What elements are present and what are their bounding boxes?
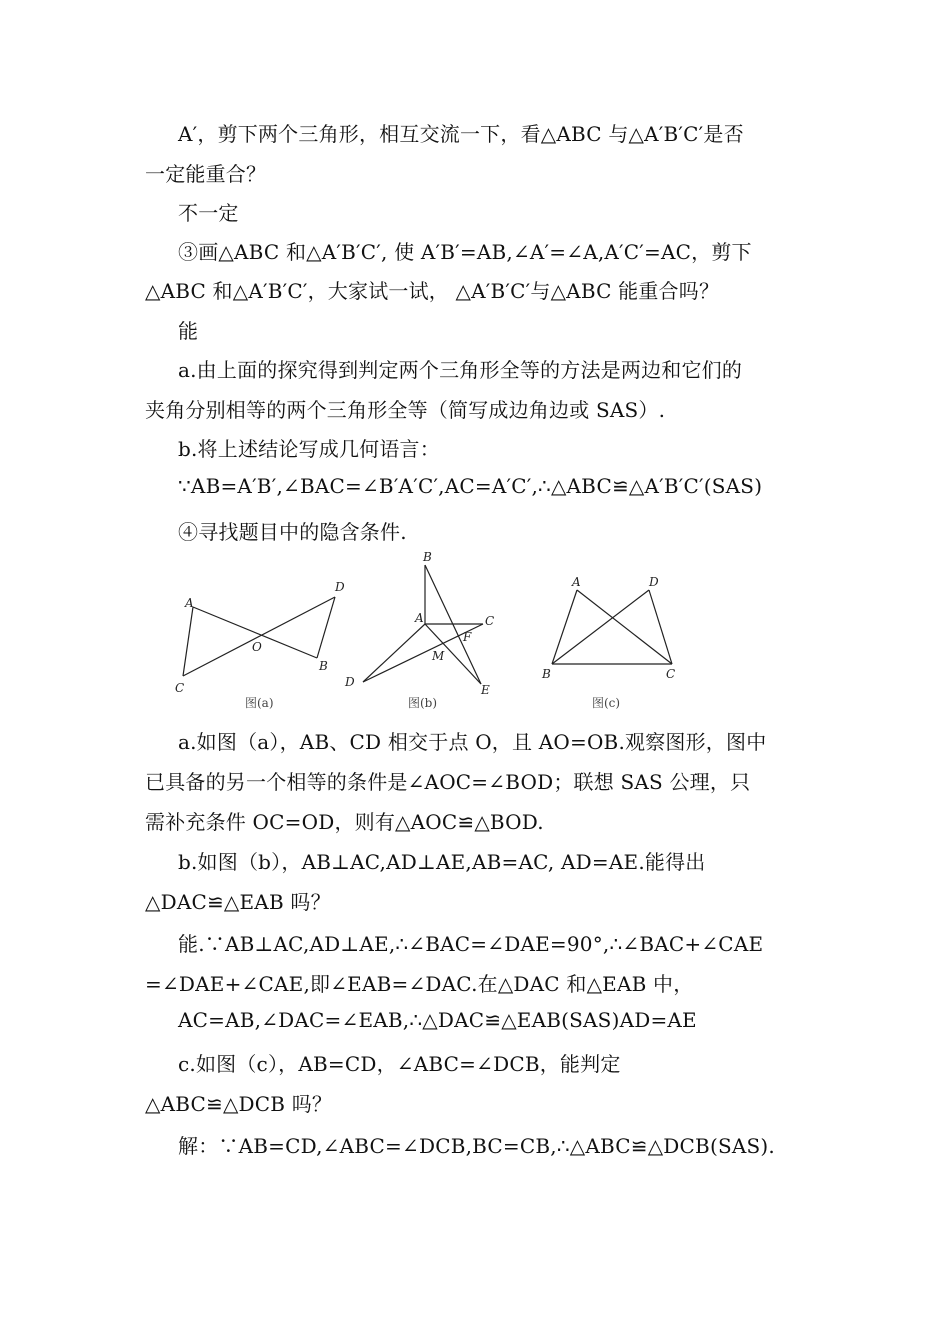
text-line: ③画△ABC 和△A′B′C′, 使 A′B′=AB,∠A′=∠A,A′C′=AC，剪下 xyxy=(178,240,752,264)
text-line: 解：∵AB=CD,∠ABC=∠DCB,BC=CB,∴△ABC≌△DCB(SAS). xyxy=(178,1134,775,1158)
fig-b-label-d: D xyxy=(345,675,355,689)
fig-c-segment-ac xyxy=(577,590,672,664)
fig-c-segment-db xyxy=(552,590,649,664)
text-line: a.由上面的探究得到判定两个三角形全等的方法是两边和它们的 xyxy=(178,358,743,382)
fig-b-segment-ad xyxy=(363,624,425,682)
fig-a-label-c: C xyxy=(175,681,185,695)
fig-b-label-c: C xyxy=(485,614,495,628)
fig-c-label-a: A xyxy=(572,575,581,589)
text-line: b.如图（b），AB⊥AC,AD⊥AE,AB=AC, AD=AE.能得出 xyxy=(178,850,706,874)
fig-c-label-c: C xyxy=(666,667,676,681)
fig-c-caption: 图(c) xyxy=(592,696,621,710)
text-line: 能 xyxy=(178,319,199,343)
fig-b-caption: 图(b) xyxy=(408,696,438,710)
fig-a-segment-cd xyxy=(183,597,335,676)
fig-a-label-o: O xyxy=(252,640,262,654)
text-line: △ABC≌△DCB 吗？ xyxy=(145,1092,333,1116)
text-line: AC=AB,∠DAC=∠EAB,∴△DAC≌△EAB(SAS)AD=AE xyxy=(178,1008,697,1032)
text-line: 不一定 xyxy=(178,201,239,225)
figures-svg xyxy=(165,545,725,720)
text-line: ∵AB=A′B′,∠BAC=∠B′A′C′,AC=A′C′,∴△ABC≌△A′B′C′(SAS) xyxy=(178,474,763,498)
geometry-figures xyxy=(165,545,725,720)
text-line: 夹角分别相等的两个三角形全等（简写成边角边或 SAS）. xyxy=(145,398,666,422)
fig-c-segment-ab xyxy=(552,590,577,664)
fig-b-label-b: B xyxy=(423,550,432,564)
fig-a-caption: 图(a) xyxy=(245,696,274,710)
text-line: =∠DAE+∠CAE,即∠EAB=∠DAC.在△DAC 和△EAB 中， xyxy=(145,972,694,996)
text-line: c.如图（c），AB=CD，∠ABC=∠DCB，能判定 xyxy=(178,1052,621,1076)
fig-b-label-a: A xyxy=(415,611,424,625)
text-line: ④寻找题目中的隐含条件. xyxy=(178,520,407,544)
fig-b-label-e: E xyxy=(481,683,490,697)
text-line: a.如图（a），AB、CD 相交于点 O，且 AO=OB.观察图形，图中 xyxy=(178,730,767,754)
text-line: 能.∵AB⊥AC,AD⊥AE,∴∠BAC=∠DAE=90°,∴∠BAC+∠CAE xyxy=(178,932,764,956)
text-line: 需补充条件 OC=OD，则有△AOC≌△BOD. xyxy=(145,810,544,834)
text-line: b.将上述结论写成几何语言： xyxy=(178,437,440,461)
text-line: △ABC 和△A′B′C′，大家试一试， △A′B′C′与△ABC 能重合吗？ xyxy=(145,279,720,303)
fig-a-label-a: A xyxy=(185,596,194,610)
fig-b-label-m: M xyxy=(432,649,445,663)
fig-c-segment-dc xyxy=(649,590,672,664)
fig-c-label-b: B xyxy=(542,667,551,681)
fig-a-label-d: D xyxy=(335,580,345,594)
text-line: △DAC≌△EAB 吗？ xyxy=(145,890,331,914)
text-line: 一定能重合？ xyxy=(145,162,267,186)
fig-a-label-b: B xyxy=(319,659,328,673)
text-line: A′，剪下两个三角形，相互交流一下，看△ABC 与△A′B′C′是否 xyxy=(178,122,744,146)
fig-c-label-d: D xyxy=(649,575,659,589)
fig-b-label-f: F xyxy=(463,630,472,644)
fig-a-segment-ac xyxy=(183,607,193,676)
fig-a-segment-db xyxy=(317,597,335,658)
text-line: 已具备的另一个相等的条件是∠AOC=∠BOD；联想 SAS 公理，只 xyxy=(145,770,751,794)
